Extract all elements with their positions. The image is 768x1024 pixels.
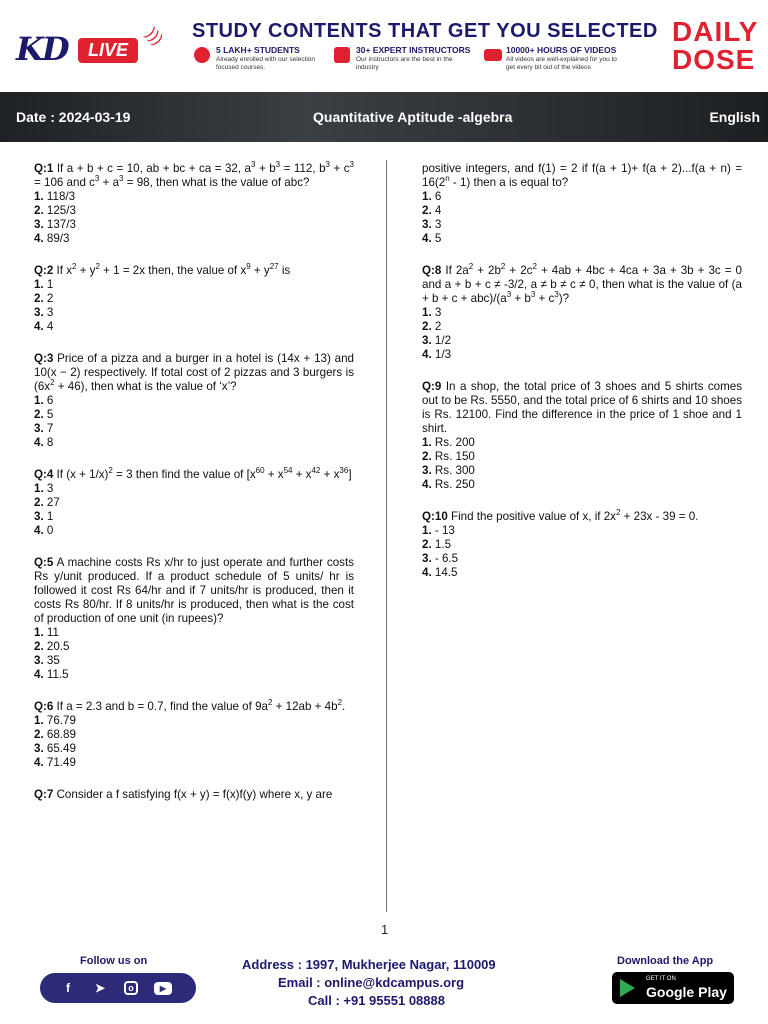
option[interactable]: 1. 1 [34, 278, 54, 291]
option[interactable]: 4. 71.49 [34, 756, 76, 769]
question-5 [34, 556, 354, 682]
question-7-continued [422, 162, 742, 246]
option[interactable]: 2. 27 [34, 496, 60, 509]
follow-us-label: Follow us on [80, 955, 148, 967]
date-label: Date : 2024-03-19 [16, 109, 131, 125]
get-it-on-text: GET IT ON [646, 976, 676, 982]
right-column [422, 162, 742, 598]
question-2 [34, 264, 354, 334]
question-8 [422, 264, 742, 362]
question-text: Q:5 A machine costs Rs x/hr to just operate and further costs Rs y/unit produced. If a product schedule of 5 units/ hr is followed it cost Rs 64/hr and if 7 units/hr is produced, then it costs Rs 80/hr. If 8 units/hr is produced, then what is the cost of production of one unit (in rupees)? [34, 556, 354, 625]
question-text: Q:4 If $(x + 1/x)^2 = 3$ then find the value of $[x^{60} + x^{54} + x^{42} + x^{36}]$ [34, 466, 352, 481]
option[interactable]: 1. Rs. 200 [422, 436, 475, 449]
video-camera-icon [484, 49, 502, 61]
option[interactable]: 1. - 13 [422, 524, 455, 537]
telegram-icon[interactable]: ➤ [94, 981, 106, 995]
download-app-label: Download the App [617, 955, 714, 967]
social-links-bar [40, 973, 196, 1003]
question-3 [34, 352, 354, 450]
feature-title: 5 LAKH+ STUDENTS [216, 45, 300, 55]
question-text: Q:3 Price of a pizza and a burger in a hotel is (14x + 13) and 10(x − 2) respectively. If total cost of 2 pizzas and 3 burgers is $(6x^2 + 46)$, then what is the value of ‘x’? [34, 352, 354, 393]
google-play-button[interactable] [612, 972, 734, 1004]
option[interactable]: 2. 1.5 [422, 538, 452, 551]
feature-videos [484, 45, 654, 75]
option[interactable]: 3. Rs. 300 [422, 464, 475, 477]
option[interactable]: 2. 4 [422, 204, 442, 217]
email-text[interactable]: Email : online@kdcampus.org [278, 975, 465, 990]
option[interactable]: 1. 3 [422, 306, 442, 319]
option[interactable]: 4. 5 [422, 232, 442, 245]
option[interactable]: 3. - 6.5 [422, 552, 459, 565]
logo-live-badge: LIVE [78, 38, 138, 63]
question-text: Q:2 If $x^2 + y^2 + 1 = 2x$ then, the value of $x^9 + y^{27}$ is [34, 262, 291, 277]
students-icon [194, 47, 210, 63]
broadcast-icon: ))) [142, 24, 167, 49]
youtube-icon[interactable]: ▶ [154, 982, 172, 995]
option[interactable]: 2. 2 [422, 320, 442, 333]
question-text: Q:7 Consider a f satisfying f(x + y) = f(x)f(y) where x, y are [34, 788, 333, 801]
option[interactable]: 3. 7 [34, 422, 54, 435]
address-text: Address : 1997, Mukherjee Nagar, 110009 [242, 957, 496, 972]
facebook-icon[interactable]: f [66, 981, 70, 995]
google-play-icon [620, 979, 635, 997]
question-text: positive integers, and f(1) = 2 if $f(a + 1)+ f(a + 2)...f(a + n) = 16(2^n - 1)$ then a is equal to? [422, 162, 742, 189]
option[interactable]: 4. 4 [34, 320, 54, 333]
feature-desc: All videos are well-explained for you to get every bit out of the videos [506, 56, 617, 71]
instagram-icon[interactable]: o [124, 981, 138, 995]
option[interactable]: 1. 118/3 [34, 190, 76, 203]
option[interactable]: 1. 6 [422, 190, 442, 203]
option[interactable]: 3. 137/3 [34, 218, 76, 231]
question-text: Q:10 Find the positive value of x, if $2x^2 + 23x - 39 = 0$. [422, 508, 699, 523]
language-label: English [709, 109, 760, 125]
top-banner [0, 0, 768, 92]
feature-instructors [334, 45, 479, 75]
subject-title: Quantitative Aptitude -algebra [313, 109, 513, 125]
option[interactable]: 4. Rs. 250 [422, 478, 475, 491]
option[interactable]: 4. 1/3 [422, 348, 452, 361]
instructors-icon [334, 47, 350, 63]
option[interactable]: 2. 20.5 [34, 640, 70, 653]
logo-kd-text: KD [16, 30, 68, 68]
option[interactable]: 1. 11 [34, 626, 59, 639]
daily-dose-logo [672, 18, 758, 74]
feature-students [194, 45, 334, 75]
option[interactable]: 4. 11.5 [34, 668, 69, 681]
option[interactable]: 3. 35 [34, 654, 60, 667]
feature-desc: Our instructors are the best in the industry [356, 56, 453, 71]
option[interactable]: 2. 2 [34, 292, 54, 305]
question-text: Q:8 If $2a^2 + 2b^2 + 2c^2 + 4ab + 4bc + 4ca + 3a + 3b + 3c = 0$ and a + b + c ≠ -3/2, a ≠ b ≠ c ≠ 0, then what is the value of $(a + b + c + abc)/(a^3 + b^3 + c^3)$? [422, 262, 742, 305]
option[interactable]: 1. 6 [34, 394, 54, 407]
question-10 [422, 510, 742, 580]
question-4 [34, 468, 354, 538]
option[interactable]: 3. 1 [34, 510, 54, 523]
option[interactable]: 2. 125/3 [34, 204, 76, 217]
option[interactable]: 4. 89/3 [34, 232, 70, 245]
question-9 [422, 380, 742, 492]
option[interactable]: 3. 3 [422, 218, 442, 231]
feature-title: 10000+ HOURS OF VIDEOS [506, 45, 617, 55]
page-number: 1 [381, 922, 389, 937]
question-text: Q:6 If a = 2.3 and b = 0.7, find the value of $9a^2 + 12ab + 4b^2$. [34, 698, 346, 713]
phone-text[interactable]: Call : +91 95551 08888 [308, 993, 445, 1008]
feature-desc: Already enrolled with our selection focused courses. [216, 56, 315, 71]
option[interactable]: 4. 14.5 [422, 566, 458, 579]
question-1 [34, 162, 354, 246]
option[interactable]: 3. 3 [34, 306, 54, 319]
option[interactable]: 2. 68.89 [34, 728, 76, 741]
option[interactable]: 3. 65.49 [34, 742, 76, 755]
option[interactable]: 4. 0 [34, 524, 54, 537]
question-6 [34, 700, 354, 770]
option[interactable]: 4. 8 [34, 436, 54, 449]
option[interactable]: 2. 5 [34, 408, 54, 421]
column-divider [386, 160, 387, 912]
question-text: Q:9 In a shop, the total price of 3 shoes and 5 shirts comes out to be Rs. 5550, and the total price of 6 shirts and 10 shoes is Rs. 12100. Find the difference in the price of 1 shoe and 1 shirt. [422, 380, 742, 435]
kd-live-logo[interactable] [16, 24, 167, 72]
google-play-text: Google Play [646, 984, 727, 1000]
option[interactable]: 1. 3 [34, 482, 54, 495]
question-text: Q:1 If a + b + c = 10, ab + bc + ca = 32, $a^3 + b^3 = 112$, $b^3 + c^3 = 106$ and $c^3 + a^3 = 98$, then what is the value of abc? [34, 160, 354, 189]
option[interactable]: 2. Rs. 150 [422, 450, 475, 463]
date-bar [0, 92, 768, 142]
option[interactable]: 1. 76.79 [34, 714, 76, 727]
feature-title: 30+ EXPERT INSTRUCTORS [356, 45, 471, 55]
daily-text: DAILY [672, 16, 759, 47]
dose-text: DOSE [672, 44, 756, 75]
tagline: STUDY CONTENTS THAT GET YOU SELECTED [192, 20, 658, 42]
question-7 [34, 788, 354, 802]
left-column [34, 162, 354, 820]
option[interactable]: 3. 1/2 [422, 334, 452, 347]
